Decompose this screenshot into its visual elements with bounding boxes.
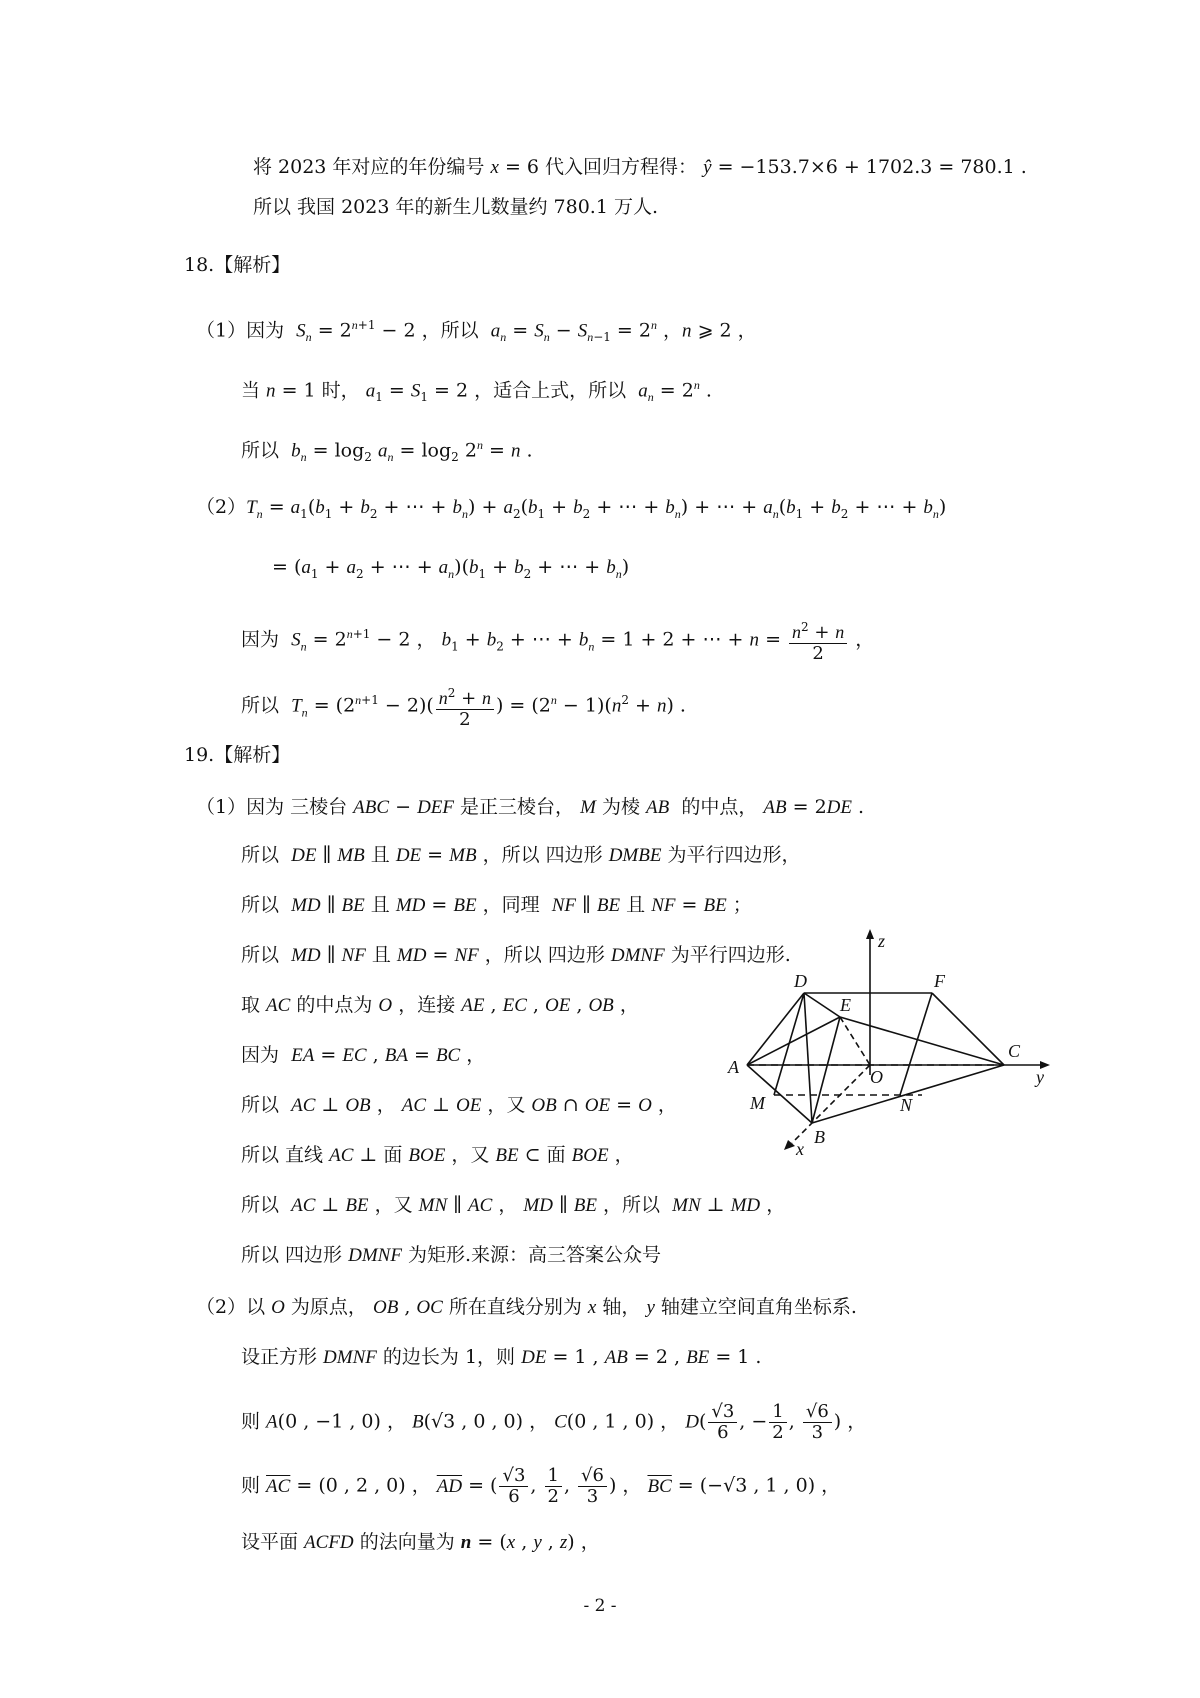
text-line-19-12: 设正方形 DMNF 的边长为 1，则 DE = 1 , AB = 2 , BE = 1 . <box>241 1346 762 1368</box>
text-line-18-4: $(2)T_n = a_1(b_1 + b_2$ + ⋯ + $b_n) + a_2(b_1 + b_2$ + ⋯ + $b_n$) + ⋯ + $a_n(b_1 + b_2$ + ⋯ + $b_n$) <box>196 496 947 521</box>
frustum-diagram <box>722 925 1052 1155</box>
label-D: D <box>794 971 807 991</box>
text-line-19-1: （1）因为 三棱台 ABC − DEF 是正三棱台， M 为棱 AB 的中点， AB = 2DE . <box>196 796 865 818</box>
text-line-19-13: 则 A(0 , −1 , 0) ， B(√3 , 0 , 0) ， C(0 , 1 , 0) ， D( $\frac{√3}{6}$ , − $\frac{1}{2}$ , $\frac{√6}{3}$ ) ， <box>241 1401 867 1443</box>
text-line-19-6: 因为 EA = EC , BA = BC ， <box>241 1044 486 1066</box>
label-F: F <box>934 971 945 991</box>
label-E: E <box>840 995 851 1015</box>
label-z: z <box>878 931 886 951</box>
text-line-19-3: 所以 MD ∥ BE 且 MD = BE ，同理 NF ∥ BE 且 NF = BE ； <box>241 894 752 916</box>
text-line-18-3: 所以 $b_n = \log_2 a_n = \log_2 2^n = n$ . <box>241 438 533 465</box>
text-line-18-5: = ($a_1 + a_2$ + ⋯ + $a_n)(b_1 + b_2$ + ⋯ + $b_n$) <box>272 556 630 581</box>
text-line-1: 将 2023 年对应的年份编号 x = 6 代入回归方程得： ŷ = −153.7×6 + 1702.3 = 780.1 . <box>253 156 1027 178</box>
label-O: O <box>870 1067 883 1087</box>
text-line-19-4: 所以 MD ∥ NF 且 MD = NF ，所以 四边形 DMNF 为平行四边形. <box>241 944 791 966</box>
label-x: x <box>796 1139 804 1155</box>
label-N: N <box>900 1095 913 1115</box>
text-line-19-10: 所以 四边形 DMNF 为矩形.来源：高三答案公众号 <box>241 1244 662 1266</box>
label-M: M <box>750 1093 765 1113</box>
section-19-heading: 19.【解析】 <box>184 744 291 766</box>
text-line-18-7: 所以 $T_n = (2^{n+1} - 2)$( $\frac{n^2 + n}{2}$ ) = $(2^n - 1)(n^2 + n)$ . <box>241 683 686 730</box>
text-line-2: 所以 我国 2023 年的新生儿数量约 780.1 万人. <box>253 196 658 218</box>
label-y: y <box>1036 1067 1044 1087</box>
text-line-19-11: （2）以 O 为原点， OB , OC 所在直线分别为 x 轴， y 轴建立空间直角坐标系. <box>196 1296 857 1318</box>
text-line-19-7: 所以 AC ⊥ OB ， AC ⊥ OE ，又 OB ∩ OE = O ， <box>241 1094 677 1116</box>
label-C: C <box>1008 1041 1021 1061</box>
text-line-18-6: 因为 $S_n = 2^{n+1} - 2$ ， $b_1 + b_2$ + ⋯ + $b_n = 1 + 2$ + ⋯ + n = $\frac{n^2 + n}{2}$ ， <box>241 617 874 664</box>
text-line-19-15: 设平面 ACFD 的法向量为 n = (x , y , z) ， <box>241 1531 600 1553</box>
text-line-19-8: 所以 直线 AC ⊥ 面 BOE ，又 BE ⊂ 面 BOE ， <box>241 1144 634 1166</box>
text-line-19-9: 所以 AC ⊥ BE ，又 MN ∥ AC ， MD ∥ BE ，所以 MN ⊥ MD ， <box>241 1194 786 1216</box>
text-line-19-5: 取 AC 的中点为 O ，连接 AE , EC , OE , OB ， <box>241 994 639 1016</box>
label-B: B <box>814 1127 825 1147</box>
page-number: - 2 - <box>583 1596 617 1616</box>
x-axis <box>792 1065 870 1143</box>
text-line-19-2: 所以 DE ∥ MB 且 DE = MB ，所以 四边形 DMBE 为平行四边形， <box>241 844 801 866</box>
section-18-heading: 18.【解析】 <box>184 254 291 276</box>
label-A: A <box>728 1057 739 1077</box>
text-line-18-2: 当 n = 1 时， $a_1 = S_1 = 2$ ，适合上式，所以 $a_n = 2^n$ . <box>241 378 712 405</box>
text-line-18-1: （1）因为 $S_n = 2^{n+1} - 2$ ，所以 $a_n = S_n - S_{n-1} = 2^n$ ，n ⩾ 2 ， <box>196 318 757 345</box>
text-line-19-14: 则 $\overline{AC} = (0$ , 2 , 0) ， $\overline{AD}$ = ( $\frac{√3}{6}$ , $\frac{1}{2}$ , $\frac{√6}{3}$ ) ， $\overline{BC} = (-√3$ , 1 , 0) ， <box>241 1465 841 1507</box>
